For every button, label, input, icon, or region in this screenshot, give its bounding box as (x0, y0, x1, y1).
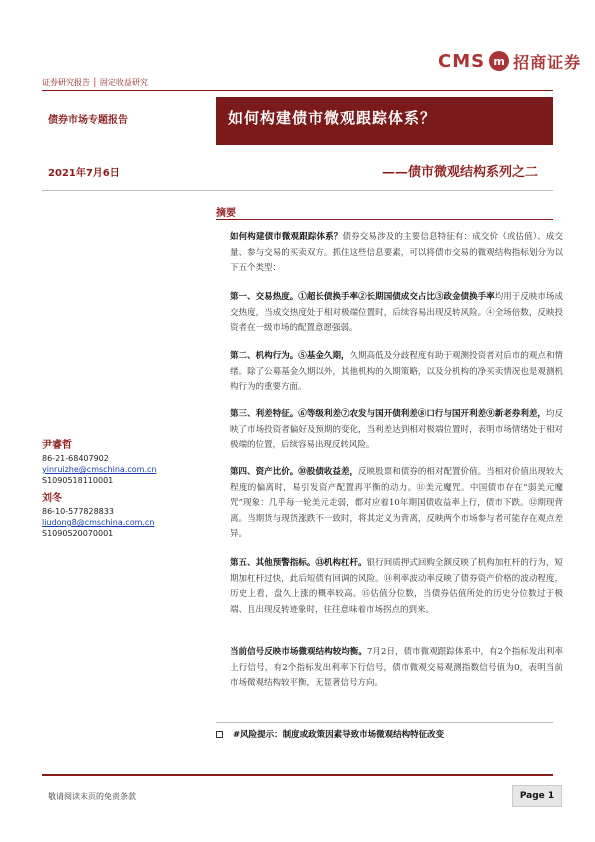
analyst-phone: 86-21-68407902 (42, 454, 109, 463)
analyst-license: S1090520070001 (42, 529, 114, 538)
logo-mark-icon: m (489, 51, 509, 71)
abstract-paragraph (230, 465, 563, 543)
analyst-name: 尹睿哲 (42, 440, 72, 451)
cms-logo (438, 46, 581, 76)
bullet-box-icon (216, 731, 223, 738)
analyst-name: 刘冬 (42, 493, 62, 504)
paragraph-lead: 第一、交易热度。①超长债换手率②长期国债成交占比③政金债换手率 (230, 292, 495, 302)
analyst-card (42, 440, 156, 486)
report-category: 证券研究报告 │ 固定收益研究 (42, 78, 148, 87)
abstract-paragraph (230, 407, 563, 454)
paragraph-text: 7月2日，债市微观跟踪体系中，有2个指标发出利率上行信号，有2个指标发出利率下行信号，债市微观交易观测指数信号值为0，表明当前市场微观结构较平衡，无显著信号方向。 (230, 647, 563, 688)
paragraph-text: 债券交易涉及的主要信息特征有：成交价（或估值）、成交量、参与交易的买卖双方。抓住这些信息要素，可以将债市交易的微观结构指标划分为以下五个类型： (230, 232, 563, 273)
abstract-label: 摘要 (216, 208, 236, 219)
abstract-paragraph (230, 645, 563, 692)
risk-divider (216, 722, 553, 723)
series-label: 债券市场专题报告 (48, 115, 128, 126)
subtitle-divider (42, 190, 553, 191)
logo-chinese-text: 招商证券 (513, 52, 582, 72)
paragraph-text: 久期高低及分歧程度有助于观测投资者对后市的观点和情绪。除了公募基金久期以外，其他机构的久期策略，以及分机构的净买卖情况也是观测机构行为的重要方面。 (230, 351, 563, 392)
report-date: 2021年7月6日 (48, 168, 120, 179)
paragraph-lead: 第五、其他预警指标。⑬机构杠杆。 (230, 558, 367, 568)
paragraph-text: 均反映了市场投资者偏好及预期的变化，当利差达到相对极端位置时，表明市场情绪处于相对极端的位置，后续容易出现反转风险。 (230, 409, 563, 450)
report-title: 如何构建债市微观跟踪体系？ (228, 109, 437, 127)
header-divider (42, 90, 553, 91)
paragraph-lead: 如何构建债市微观跟踪体系？ (230, 232, 343, 242)
abstract-paragraph (230, 290, 563, 337)
paragraph-lead: 当前信号反映市场微观结构较均衡。 (230, 647, 367, 657)
abstract-paragraph (230, 556, 563, 618)
page-number: Page 1 (512, 785, 562, 807)
paragraph-text: 银行间质押式回购全额反映了机构加杠杆的行为，短期加杠杆过快，此后短债有回调的风险。⑭利率波动率反映了债券资产价格的波动程度，历史上看，盘久上涨的概率较高。⑮估值分位数，当债券估值所处的历史分位数过于极端、且出现反转迹象时，往往意味着市场拐点的到来。 (230, 558, 563, 615)
paragraph-text: 反映股票和债券的相对配置价值。当相对价值出现较大程度的偏离时，易引发资产配置再平衡的动力。⑪美元魔咒。中国债市存在“弱美元魔咒”现象：几乎每一轮美元走弱，都对应着10年期国债收益率上行，债市下跌。⑫期现背离。当期货与现货涨跌不一致时，将其定义为背离，反映两个市场参与者可能存在观点差异。 (230, 467, 563, 539)
abstract-paragraph (230, 230, 563, 277)
abstract-divider (216, 219, 553, 220)
paragraph-text: 均用于反映市场成交热度，当成交热度处于相对极端位置时，后续容易出现反转风险。④全场倍数，反映投资者在一级市场的配置意愿强弱。 (230, 292, 563, 333)
paragraph-lead: 第四、资产比价。⑩股债收益差， (230, 467, 359, 477)
report-subtitle: ——债市微观结构系列之二 (382, 165, 539, 180)
logo-cms-text: CMS (438, 50, 486, 72)
analyst-email-link[interactable]: liudong8@cmschina.com.cn (42, 518, 155, 527)
footer-disclaimer: 敬请阅读末页的免责条款 (48, 792, 136, 801)
risk-warning (216, 728, 444, 740)
analyst-phone: 86-10-577828833 (42, 507, 114, 516)
risk-text: #风险提示：制度或政策因素导致市场微观结构特征改变 (233, 730, 445, 740)
abstract-paragraph (230, 349, 563, 396)
footer-divider (42, 774, 553, 776)
analyst-license: S1090518110001 (42, 476, 114, 485)
paragraph-lead: 第三、利差特征。⑥等级利差⑦农发与国开债利差⑧口行与国开利差⑨新老券利差， (230, 409, 546, 419)
analyst-email-link[interactable]: yinruizhe@cmschina.com.cn (42, 465, 157, 474)
analyst-card (42, 493, 154, 539)
paragraph-lead: 第二、机构行为。⑤基金久期， (230, 351, 350, 361)
